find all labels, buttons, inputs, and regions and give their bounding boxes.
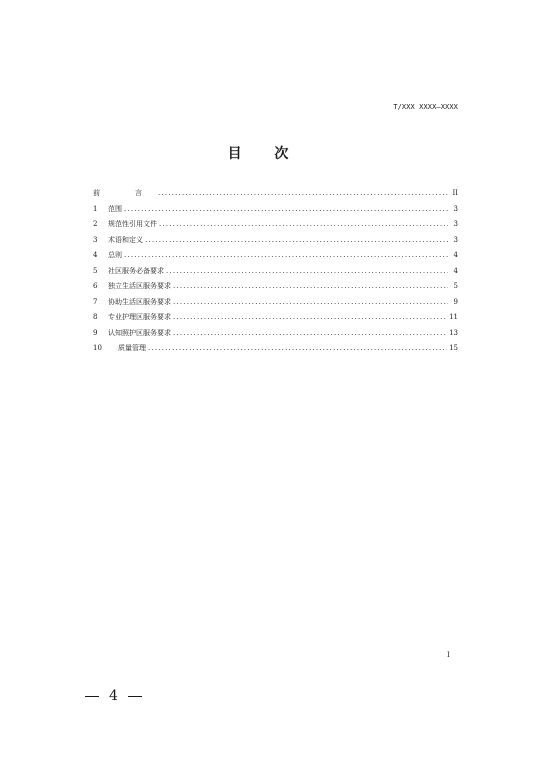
- toc-entry-number: 2: [93, 220, 98, 228]
- toc-entry-page: 3: [453, 204, 458, 213]
- toc-entry-label: 术语和定义: [108, 235, 143, 244]
- toc-entry-1[interactable]: [93, 202, 458, 218]
- toc-entry-2[interactable]: [93, 217, 458, 233]
- toc-entry-number: 9: [93, 328, 98, 337]
- toc-entry-label: 规范性引用文件: [108, 220, 157, 228]
- toc-entry-label: 专业护理区服务要求: [108, 313, 171, 321]
- toc-entry-7[interactable]: [93, 295, 458, 311]
- toc-entry-page: 11: [449, 313, 458, 321]
- toc-entry-3[interactable]: [93, 233, 458, 249]
- toc-entry-number: 5: [93, 266, 98, 275]
- toc-entry-page: 9: [453, 297, 458, 306]
- toc-entry-label: 协助生活区服务要求: [108, 297, 171, 306]
- toc-entry-foreword[interactable]: [93, 186, 458, 202]
- toc-entry-number: 6: [93, 282, 98, 290]
- toc-entry-number: 10: [93, 344, 102, 352]
- toc-entry-5[interactable]: [93, 264, 458, 280]
- toc-entry-label: 独立生活区服务要求: [108, 282, 171, 290]
- footer-page-number: [85, 688, 142, 704]
- toc-entry-8[interactable]: [93, 310, 458, 326]
- toc-entry-page: 15: [449, 344, 458, 352]
- footer-dash-right: [128, 696, 142, 697]
- toc-entry-label: 认知照护区服务要求: [108, 328, 171, 337]
- toc-entry-label: 质量管理: [118, 344, 146, 352]
- toc-entry-page: 5: [453, 282, 458, 290]
- toc-leader-dots: [145, 233, 448, 249]
- toc-leader-dots: [148, 341, 447, 357]
- toc-entry-10[interactable]: [93, 341, 458, 357]
- toc-entry-number: 1: [93, 204, 98, 213]
- toc-entry-page: 4: [453, 251, 458, 259]
- toc-entry-page: 4: [453, 266, 458, 275]
- toc-leader-dots: [173, 279, 448, 295]
- toc-entry-page: II: [452, 189, 458, 197]
- toc-entry-label: 总则: [108, 251, 122, 259]
- toc-leader-dots: [124, 248, 448, 264]
- footer-dash-left: [85, 696, 99, 697]
- toc-entry-6[interactable]: [93, 279, 458, 295]
- toc-entry-page: 3: [453, 220, 458, 228]
- toc-entry-page: 13: [449, 328, 458, 337]
- toc-entry-number: 4: [93, 251, 98, 259]
- toc-entry-page: 3: [453, 235, 458, 244]
- toc-leader-dots: [124, 202, 448, 218]
- toc-entry-number: 3: [93, 235, 98, 244]
- document-code: T/XXX XXXX—XXXX: [393, 103, 458, 111]
- toc-entry-label: 前 言: [93, 189, 156, 197]
- toc-entry-label: 社区服务必备要求: [108, 266, 164, 275]
- toc-entry-number: 8: [93, 313, 98, 321]
- toc-title: 目 次: [227, 146, 303, 162]
- table-of-contents: [93, 186, 458, 357]
- toc-entry-4[interactable]: [93, 248, 458, 264]
- toc-leader-dots: [173, 310, 447, 326]
- roman-page-number: I: [447, 651, 450, 659]
- toc-entry-9[interactable]: [93, 326, 458, 342]
- toc-entry-number: 7: [93, 297, 98, 306]
- toc-leader-dots: [173, 326, 447, 342]
- footer-page-value: 4: [109, 688, 118, 704]
- toc-entry-label: 范围: [108, 204, 122, 213]
- toc-leader-dots: [159, 217, 448, 233]
- toc-leader-dots: [173, 295, 448, 311]
- toc-leader-dots: [166, 264, 448, 280]
- toc-leader-dots: [158, 186, 448, 202]
